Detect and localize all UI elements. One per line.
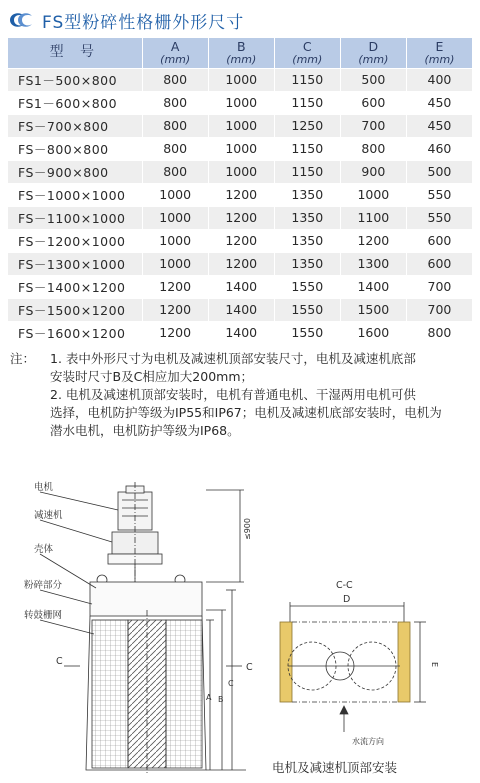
value-cell: 1200: [208, 252, 274, 275]
value-cell: 1000: [208, 114, 274, 137]
dim-c: C: [228, 679, 234, 688]
value-cell: 1000: [142, 229, 208, 252]
value-cell: 1200: [208, 229, 274, 252]
table-header-row: [8, 38, 473, 68]
value-cell: 1150: [274, 160, 340, 183]
table-row: [8, 183, 473, 206]
value-cell: 1200: [340, 229, 406, 252]
notes-lead: 注：: [10, 351, 36, 366]
value-cell: 450: [406, 114, 472, 137]
header-e: E (mm): [406, 38, 472, 68]
value-cell: 1200: [142, 298, 208, 321]
label-reducer: 减速机: [34, 510, 63, 521]
value-cell: 1150: [274, 68, 340, 91]
value-cell: 1550: [274, 321, 340, 344]
page-title: FS型粉碎性格栅外形尺寸: [42, 12, 245, 33]
technical-drawing: [0, 470, 480, 783]
value-cell: 1000: [142, 206, 208, 229]
value-cell: 900: [340, 160, 406, 183]
section-title: C-C: [336, 580, 353, 591]
value-cell: 550: [406, 183, 472, 206]
header-model: 型 号: [8, 38, 142, 68]
note-1-cont: 安装时尺寸B及C相应加大200mm；: [50, 369, 254, 384]
table-row: [8, 229, 473, 252]
value-cell: 600: [406, 252, 472, 275]
front-view: [40, 482, 246, 775]
dim-a: A: [206, 693, 212, 702]
note-2: 2. 电机及减速机顶部安装时，电机有普通电机、干湿两用电机可供: [50, 387, 416, 402]
value-cell: 1350: [274, 206, 340, 229]
value-cell: 1350: [274, 183, 340, 206]
table-row: [8, 321, 473, 344]
header-a: A (mm): [142, 38, 208, 68]
value-cell: 1400: [340, 275, 406, 298]
value-cell: 1400: [208, 321, 274, 344]
model-cell: FS－1100×1000: [8, 206, 142, 229]
value-cell: 1350: [274, 252, 340, 275]
table-row: [8, 160, 473, 183]
value-cell: 1000: [340, 183, 406, 206]
label-drum: 转鼓栅网: [24, 610, 63, 621]
table-row: [8, 275, 473, 298]
model-cell: FS－1200×1000: [8, 229, 142, 252]
value-cell: 1200: [142, 275, 208, 298]
table-row: [8, 137, 473, 160]
notes-section: [10, 350, 472, 440]
model-cell: FS－1500×1200: [8, 298, 142, 321]
dim-d: D: [343, 594, 351, 605]
value-cell: 450: [406, 91, 472, 114]
model-cell: FS－1300×1000: [8, 252, 142, 275]
value-cell: 1150: [274, 91, 340, 114]
value-cell: 400: [406, 68, 472, 91]
value-cell: 1200: [208, 183, 274, 206]
value-cell: 1000: [208, 160, 274, 183]
value-cell: 1350: [274, 229, 340, 252]
table-row: [8, 252, 473, 275]
value-cell: 1550: [274, 298, 340, 321]
table-row: [8, 91, 473, 114]
table-row: [8, 68, 473, 91]
section-mark-right: C: [246, 662, 253, 673]
section-view: [280, 602, 426, 732]
value-cell: 700: [406, 275, 472, 298]
value-cell: 1400: [208, 275, 274, 298]
model-cell: FS－1600×1200: [8, 321, 142, 344]
value-cell: 1150: [274, 137, 340, 160]
header-d: D (mm): [340, 38, 406, 68]
dim-b: B: [218, 695, 224, 704]
header-c: C (mm): [274, 38, 340, 68]
value-cell: 1400: [208, 298, 274, 321]
label-motor: 电机: [34, 482, 54, 493]
value-cell: 1000: [208, 91, 274, 114]
value-cell: 700: [340, 114, 406, 137]
section-mark-left: C: [56, 656, 63, 667]
model-cell: FS1－500×800: [8, 68, 142, 91]
model-cell: FS－900×800: [8, 160, 142, 183]
value-cell: 700: [406, 298, 472, 321]
value-cell: 1200: [208, 206, 274, 229]
value-cell: 800: [142, 91, 208, 114]
note-1: 1. 表中外形尺寸为电机及减速机顶部安装尺寸，电机及减速机底部: [50, 351, 416, 366]
value-cell: 500: [406, 160, 472, 183]
value-cell: 1000: [142, 252, 208, 275]
model-cell: FS－1000×1000: [8, 183, 142, 206]
value-cell: 460: [406, 137, 472, 160]
value-cell: 1000: [142, 183, 208, 206]
dim-900: ≤900: [243, 518, 252, 540]
value-cell: 1000: [208, 137, 274, 160]
note-2-cont: 选择，电机防护等级为IP55和IP67；电机及减速机底部安装时，电机为: [50, 405, 442, 420]
value-cell: 800: [142, 68, 208, 91]
label-housing: 壳体: [34, 544, 54, 555]
value-cell: 1550: [274, 275, 340, 298]
table-row: [8, 298, 473, 321]
value-cell: 550: [406, 206, 472, 229]
model-cell: FS－800×800: [8, 137, 142, 160]
label-crush: 粉碎部分: [24, 580, 63, 591]
value-cell: 800: [340, 137, 406, 160]
company-logo-icon: [6, 9, 36, 31]
value-cell: 800: [142, 137, 208, 160]
value-cell: 1300: [340, 252, 406, 275]
table-row: [8, 114, 473, 137]
model-cell: FS－700×800: [8, 114, 142, 137]
flow-direction: 水流方向: [352, 737, 384, 746]
model-cell: FS1－600×800: [8, 91, 142, 114]
value-cell: 800: [142, 160, 208, 183]
table-row: [8, 206, 473, 229]
header-b: B (mm): [208, 38, 274, 68]
value-cell: 1000: [208, 68, 274, 91]
value-cell: 1100: [340, 206, 406, 229]
value-cell: 1600: [340, 321, 406, 344]
value-cell: 500: [340, 68, 406, 91]
value-cell: 600: [406, 229, 472, 252]
note-2-cont-2: 潜水电机，电机防护等级为IP68。: [50, 423, 240, 438]
value-cell: 1250: [274, 114, 340, 137]
drawing-caption: 电机及减速机顶部安装: [272, 760, 398, 775]
dim-e: E: [430, 662, 439, 668]
dimension-table: [8, 38, 473, 345]
page-header: [6, 6, 474, 34]
value-cell: 800: [142, 114, 208, 137]
model-cell: FS－1400×1200: [8, 275, 142, 298]
value-cell: 800: [406, 321, 472, 344]
value-cell: 600: [340, 91, 406, 114]
value-cell: 1500: [340, 298, 406, 321]
value-cell: 1200: [142, 321, 208, 344]
